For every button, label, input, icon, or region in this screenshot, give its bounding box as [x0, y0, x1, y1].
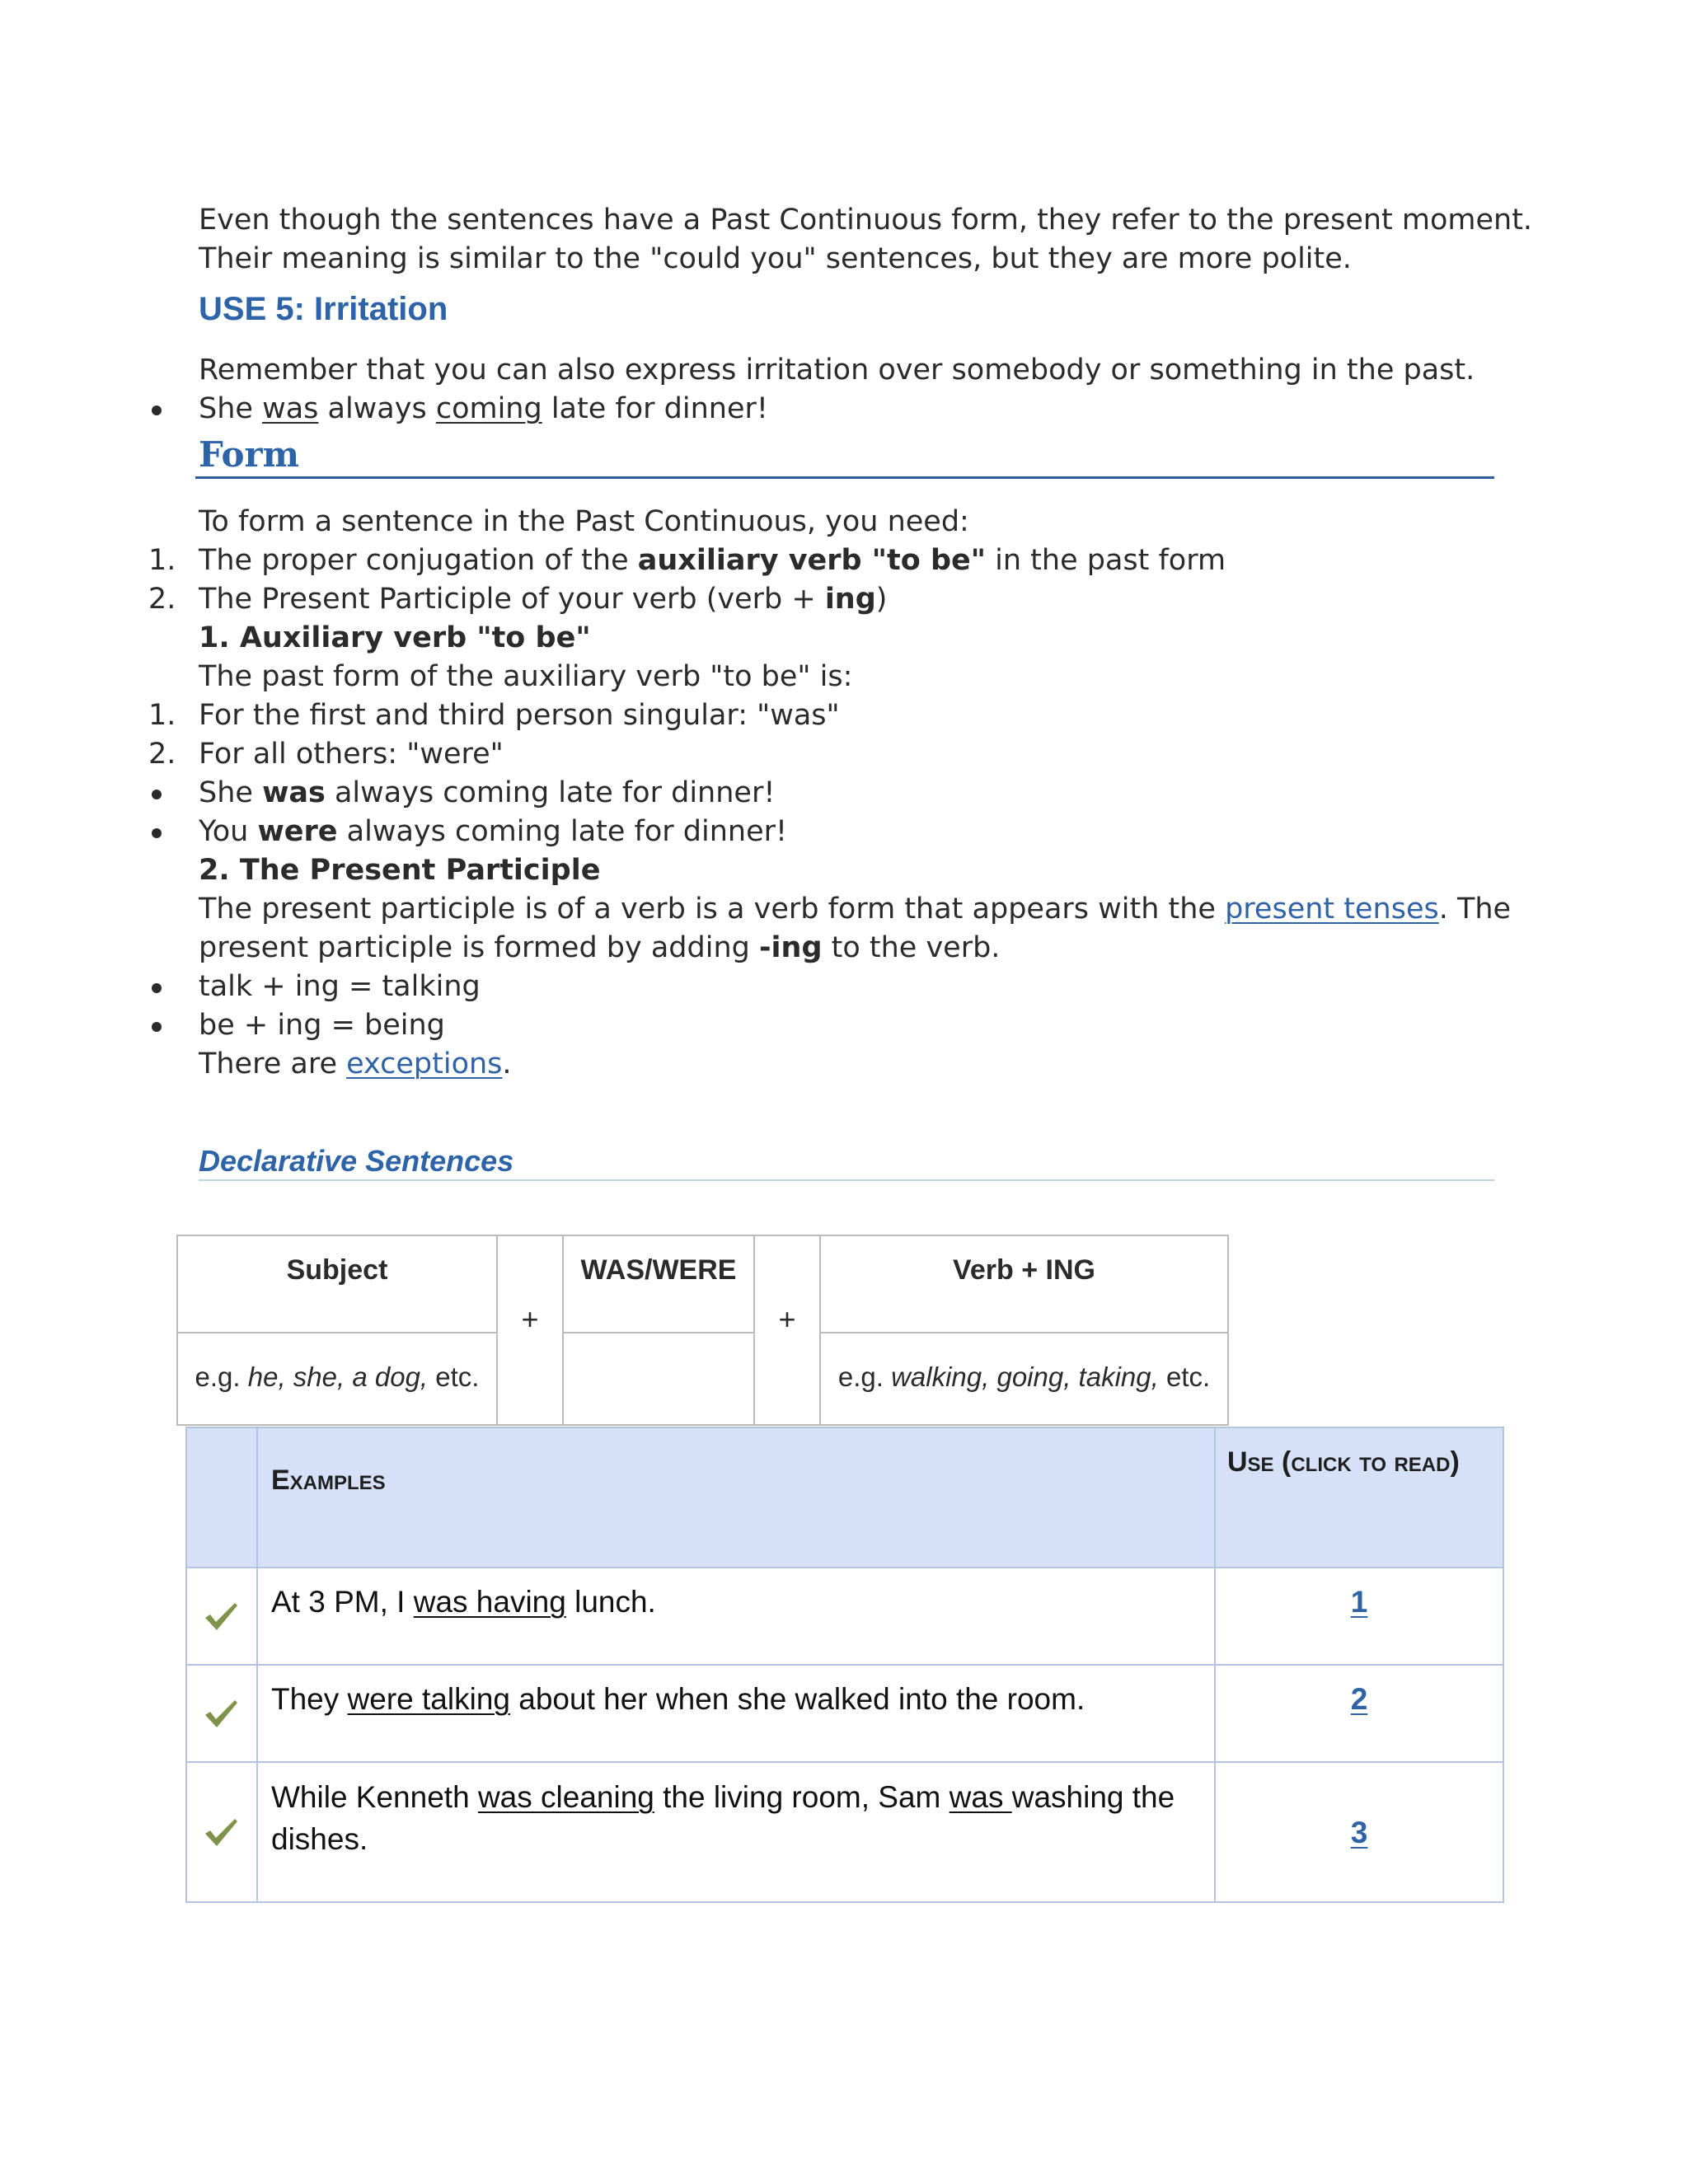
- use-cell: [1214, 1761, 1504, 1903]
- subject-cell: [176, 1235, 498, 1333]
- aux-list-item-2: For all others: "were": [199, 738, 504, 771]
- header-use-cell: [1214, 1427, 1504, 1568]
- example-sentence: While Kenneth was cleaning the living room, Sam was washing the dishes.: [271, 1780, 1175, 1856]
- participle-line-2: present participle is formed by adding -ing to the verb.: [199, 931, 1001, 964]
- subject-header: Subject: [286, 1254, 388, 1286]
- list-number: 1.: [148, 699, 176, 732]
- declarative-rule: [199, 1179, 1494, 1181]
- verbing-cell: [819, 1235, 1229, 1333]
- bullet: [152, 1022, 162, 1032]
- check-icon: [202, 1816, 240, 1849]
- check-icon: [202, 1697, 240, 1730]
- participle-line-1: The present participle is of a verb is a verb form that appears with the present tenses. The: [199, 893, 1512, 926]
- form-list-item-2: The Present Participle of your verb (verb + ing): [199, 583, 888, 616]
- form-list-item-1: The proper conjugation of the auxiliary verb "to be" in the past form: [199, 544, 1226, 577]
- intro-line-1: Even though the sentences have a Past Continuous form, they refer to the present moment.: [199, 204, 1533, 237]
- header-examples-cell: [256, 1427, 1216, 1568]
- header-icon-cell: [185, 1427, 258, 1568]
- subject-example: e.g. he, she, a dog, etc.: [195, 1361, 480, 1392]
- waswere-cell: [562, 1235, 755, 1333]
- bullet: [152, 405, 162, 415]
- subject-example-cell: [176, 1332, 498, 1426]
- list-number: 2.: [148, 738, 176, 771]
- list-number: 2.: [148, 583, 176, 616]
- list-number: 1.: [148, 544, 176, 577]
- plus-cell: [496, 1235, 564, 1426]
- aux-example-2: You were always coming late for dinner!: [199, 815, 788, 848]
- use-link-1[interactable]: 1: [1350, 1585, 1368, 1619]
- aux-heading: 1. Auxiliary verb "to be": [199, 621, 591, 654]
- bullet: [152, 983, 162, 993]
- verbing-header: Verb + ING: [953, 1254, 1095, 1286]
- verbing-example-cell: [819, 1332, 1229, 1426]
- form-intro: To form a sentence in the Past Continuous, you need:: [199, 505, 969, 538]
- participle-example-2: be + ing = being: [199, 1009, 445, 1042]
- example-sentence: They were talking about her when she walked into the room.: [271, 1682, 1085, 1716]
- waswere-header: WAS/WERE: [580, 1254, 737, 1286]
- form-heading-rule: [195, 476, 1494, 479]
- plus-sign: +: [521, 1302, 539, 1336]
- plus-cell: [753, 1235, 821, 1426]
- waswere-example-cell: [562, 1332, 755, 1426]
- use5-text: Remember that you can also express irritation over somebody or something in the past.: [199, 354, 1475, 387]
- use-header: Use (click to read): [1227, 1446, 1460, 1478]
- table-row: [256, 1761, 1216, 1903]
- aux-list-item-1: For the first and third person singular: "was": [199, 699, 840, 732]
- bullet: [152, 828, 162, 838]
- aux-example-1: She was always coming late for dinner!: [199, 776, 776, 809]
- use5-heading: USE 5: Irritation: [199, 291, 448, 327]
- plus-sign: +: [778, 1302, 796, 1336]
- example-sentence: At 3 PM, I was having lunch.: [271, 1585, 656, 1619]
- aux-text: The past form of the auxiliary verb "to be" is:: [199, 660, 853, 693]
- exceptions-line: There are exceptions.: [199, 1047, 512, 1080]
- examples-header: Examples: [271, 1465, 386, 1496]
- use-link-3[interactable]: 3: [1350, 1816, 1368, 1849]
- use-cell: [1214, 1567, 1504, 1666]
- use5-example: She was always coming late for dinner!: [199, 392, 768, 425]
- table-row: [256, 1664, 1216, 1763]
- verbing-example: e.g. walking, going, taking, etc.: [837, 1361, 1211, 1392]
- declarative-heading: Declarative Sentences: [199, 1144, 514, 1178]
- bullet: [152, 790, 162, 799]
- participle-heading: 2. The Present Participle: [199, 854, 601, 887]
- table-row: [256, 1567, 1216, 1666]
- row-icon-cell: [185, 1567, 258, 1666]
- participle-example-1: talk + ing = talking: [199, 970, 481, 1003]
- use-cell: [1214, 1664, 1504, 1763]
- present-tenses-link[interactable]: present tenses: [1225, 893, 1439, 926]
- form-heading: Form: [199, 434, 300, 475]
- check-icon: [202, 1600, 240, 1633]
- exceptions-link[interactable]: exceptions: [346, 1047, 503, 1080]
- use-link-2[interactable]: 2: [1350, 1682, 1368, 1716]
- row-icon-cell: [185, 1664, 258, 1763]
- row-icon-cell: [185, 1761, 258, 1903]
- intro-line-2: Their meaning is similar to the "could you" sentences, but they are more polite.: [199, 242, 1352, 275]
